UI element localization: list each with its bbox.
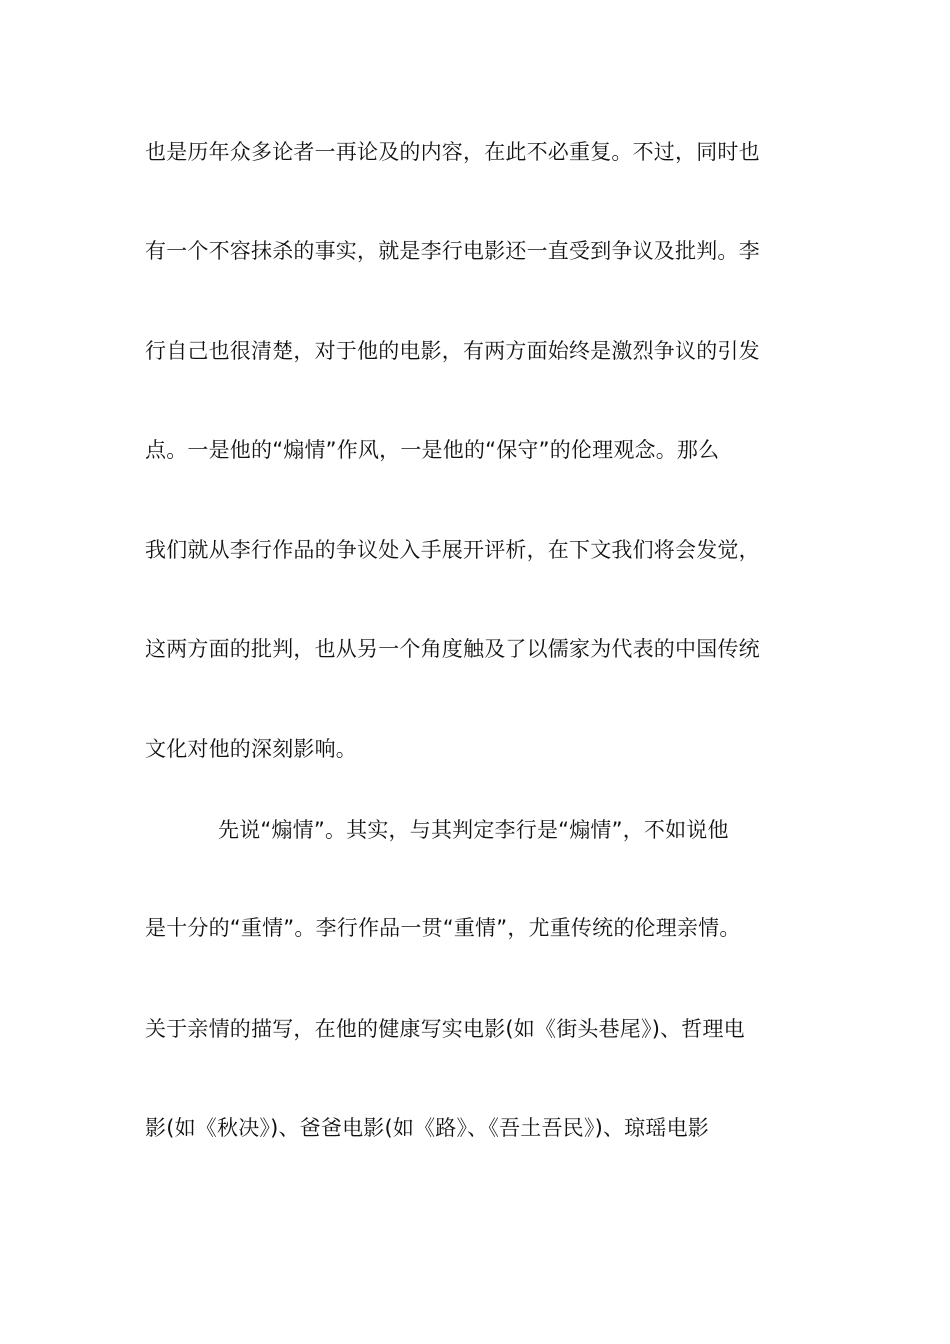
text-line: 这两方面的批判，也从另一个角度触及了以儒家为代表的中国传统 (145, 637, 760, 661)
text-line: 关于亲情的描写，在他的健康写实电影(如《街头巷尾》)、哲理电 (145, 1017, 745, 1041)
text-line: 有一个不容抹杀的事实，就是李行电影还一直受到争议及批判。李 (145, 239, 760, 263)
text-line: 影(如《秋决》)、爸爸电影(如《路》、《吾土吾民》)、琼瑶电影 (145, 1116, 709, 1140)
paragraph-start-line: 先说“煽情”。其实，与其判定李行是“煽情”，不如说他 (218, 818, 729, 842)
text-line: 是十分的“重情”。李行作品一贯“重情”，尤重传统的伦理亲情。 (145, 916, 741, 940)
text-line: 点。一是他的“煽情”作风，一是他的“保守”的伦理观念。那么 (145, 438, 720, 462)
text-line: 文化对他的深刻影响。 (145, 737, 357, 761)
text-line: 也是历年众多论者一再论及的内容，在此不必重复。不过，同时也 (145, 140, 760, 164)
text-line: 行自己也很清楚，对于他的电影，有两方面始终是激烈争议的引发 (145, 339, 760, 363)
text-line: 我们就从李行作品的争议处入手展开评析，在下文我们将会发觉， (145, 538, 760, 562)
